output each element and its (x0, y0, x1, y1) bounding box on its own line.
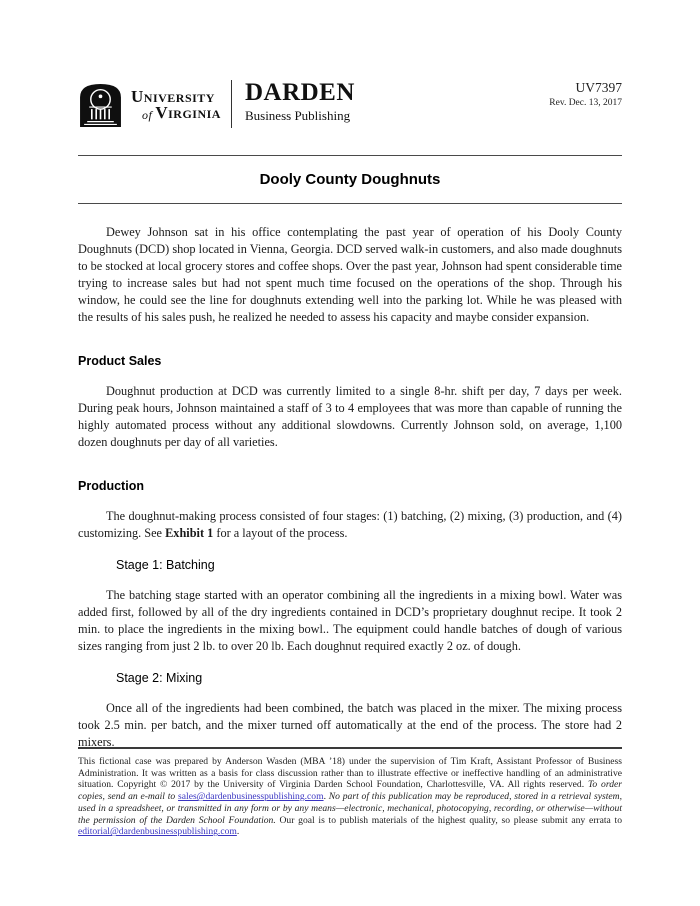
university-of: of (142, 107, 153, 122)
darden-name: DARDEN (244, 79, 355, 106)
production-paragraph-pre: The doughnut-making process consisted of four stages: (1) batching, (2) mixing, (3) production, and (4) customizing. See (78, 509, 622, 540)
publisher-logo (78, 80, 355, 128)
stage-1-heading: Stage 1: Batching (116, 558, 215, 572)
revision-date: Rev. Dec. 13, 2017 (549, 97, 622, 108)
section-heading-production: Production (78, 479, 144, 493)
uva-rotunda-icon (78, 82, 123, 127)
case-body (78, 224, 622, 751)
logo-divider (231, 80, 232, 128)
stage-1-paragraph: The batching stage started with an operator combining all the ingredients in a mixing bowl. Water was added first, followed by all of the dry ingredients contained in DCD’s proprietary doughnut recipe. It took 2 min. to place the ingredients in the mixing bowl.. The equipment could handle batches of dough of various sizes ranging from just 2 lb. to over 20 lb. Each doughnut required exactly 2 oz. of dough. (78, 588, 622, 653)
sales-email-link[interactable]: sales@dardenbusinesspublishing.com (178, 791, 324, 803)
title-block (78, 155, 622, 204)
document-id-block (549, 80, 622, 108)
footer-separator: . (323, 791, 329, 803)
footer-attribution: This fictional case was prepared by Anderson Wasden (MBA ’18) under the supervision of Tim Kraft, Assistant Professor of Business Administration. It was written as a basis for class discussion rather than to illustrate effective or ineffective handling of an administrative situation. Copyright © 2017 by the University of Virginia Darden School Foundation, Charlottesville, VA. All rights reserved. (78, 756, 622, 791)
product-sales-paragraph: Doughnut production at DCD was currently limited to a single 8-hr. shift per day, 7 days per week. During peak hours, Johnson maintained a staff of 3 to 4 employees that was more than capable of running the highly automated process without any additional slowdowns. Currently Johnson sold, on average, 1,100 dozen doughnuts per day of all varieties. (78, 384, 622, 449)
production-paragraph (78, 508, 622, 542)
section-heading-product-sales: Product Sales (78, 354, 162, 368)
darden-subtitle: Business Publishing (244, 108, 351, 123)
university-state-line (142, 102, 221, 122)
case-number: UV7397 (575, 80, 622, 95)
page-header (78, 80, 622, 128)
darden-wordmark (245, 80, 355, 124)
stage-2-paragraph: Once all of the ingredients had been combined, the batch was placed in the mixer. The mixing process took 2.5 min. per batch, and the mixer turned off automatically at the end of the process. The store had 2 mixers. (78, 701, 622, 749)
footer-order-copies-note: To order copies, send an e-mail to (78, 779, 622, 803)
footer-paragraph (78, 756, 622, 838)
intro-paragraph: Dewey Johnson sat in his office contemplating the past year of operation of his Dooly County Doughnuts (DCD) shop located in Vienna, Georgia. DCD served walk-in customers, and also made doughnuts to be stocked at local grocery stores and coffee shops. Over the past year, Johnson had spent considerable time trying to increase sales but had not spent much time focused on the operations of the shop. Through his window, he could see the line for doughnuts extending well into the parking lot. While he was pleased with the results of his sales push, he realized he needed to assess his capacity and maybe consider expansion. (78, 225, 622, 324)
editorial-email-link[interactable]: editorial@dardenbusinesspublishing.com (78, 826, 237, 838)
footer-errata-note: Our goal is to publish materials of the highest quality, so please submit any errata to (275, 814, 622, 826)
page-title: Dooly County Doughnuts (259, 171, 441, 188)
production-paragraph-post: for a layout of the process. (213, 526, 348, 540)
footer-rights-notice: No part of this publication may be reproduced, stored in a retrieval system, used in a spreadsheet, or transmitted in any form or by any means—electronic, mechanical, photocopying, recording, or otherwise—without the permission of the Darden School Foundation. (78, 791, 622, 826)
footer-block (78, 747, 622, 838)
university-wordmark (131, 88, 221, 121)
university-state: Virginia (155, 102, 221, 122)
stage-2-heading: Stage 2: Mixing (116, 671, 203, 685)
exhibit-reference: Exhibit 1 (165, 526, 214, 540)
university-word: University (131, 86, 215, 106)
footer-period: . (236, 826, 240, 838)
